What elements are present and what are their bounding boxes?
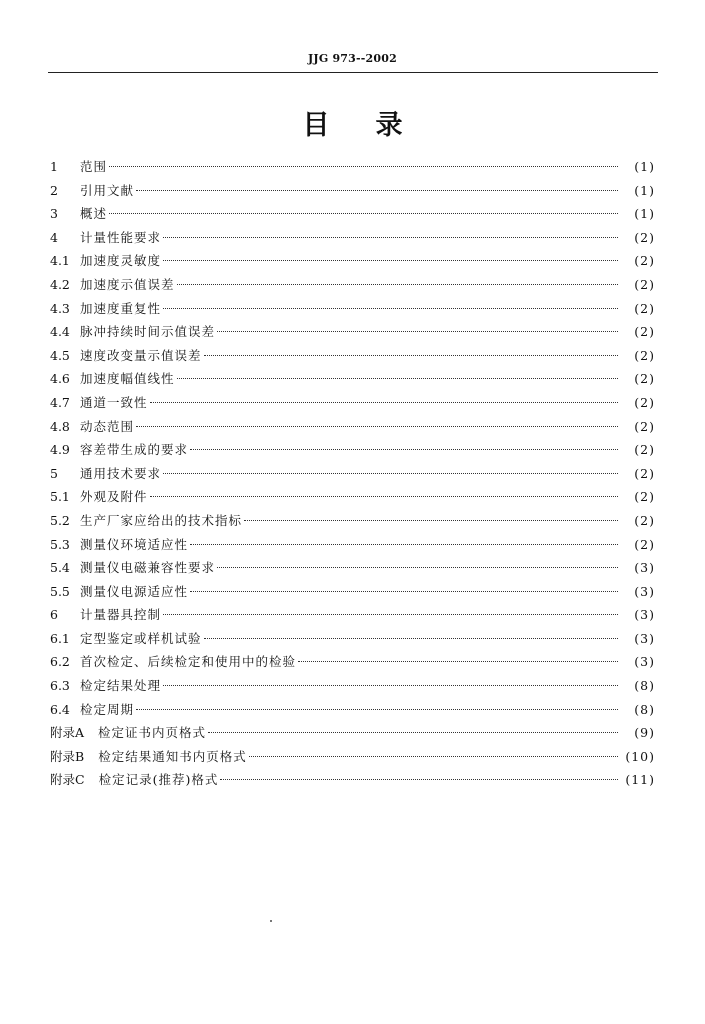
toc-entry-page: (2) bbox=[634, 347, 655, 363]
toc-entry bbox=[50, 249, 655, 273]
toc-entry-title: 测量仪电磁兼容性要求 bbox=[80, 560, 216, 576]
toc-entry-title: 测量仪电源适应性 bbox=[80, 583, 189, 599]
toc-entry-page: (2) bbox=[634, 536, 655, 552]
toc-entry bbox=[50, 627, 655, 651]
toc-entry-number: 4 bbox=[50, 229, 58, 245]
toc-leader-dots bbox=[163, 308, 618, 309]
toc-entry bbox=[50, 344, 655, 368]
toc-entry-number: 6.1 bbox=[50, 630, 70, 646]
toc-entry-page: (3) bbox=[634, 607, 655, 623]
toc-entry-page: (11) bbox=[625, 772, 655, 788]
toc-entry bbox=[50, 202, 655, 226]
toc-entry-number: 6.4 bbox=[50, 701, 70, 717]
toc-entry-number: 5.4 bbox=[50, 560, 70, 576]
toc-entry bbox=[50, 438, 655, 462]
toc-entry-title: 速度改变量示值误差 bbox=[80, 347, 202, 363]
toc-entry-number: 附录A bbox=[50, 725, 85, 741]
toc-entry bbox=[50, 721, 655, 745]
toc-entry-number: 附录B bbox=[50, 748, 85, 764]
toc-leader-dots bbox=[249, 756, 618, 757]
toc-entry-page: (1) bbox=[634, 159, 655, 174]
toc-entry-title: 检定结果通知书内页格式 bbox=[98, 748, 247, 764]
toc-leader-dots bbox=[190, 591, 618, 592]
toc-entry-title: 定型鉴定或样机试验 bbox=[80, 630, 202, 646]
header-standard-code: JJG 973--2002 bbox=[308, 52, 397, 65]
toc-entry-page: (2) bbox=[634, 442, 655, 458]
toc-entry-page: (8) bbox=[634, 678, 655, 694]
toc-entry bbox=[50, 320, 655, 344]
toc-entry-page: (2) bbox=[634, 512, 655, 528]
toc-entry-number: 附录C bbox=[50, 772, 85, 788]
toc-leader-dots bbox=[150, 496, 618, 497]
toc-entry-title: 加速度灵敏度 bbox=[80, 253, 162, 269]
toc-entry-page: (3) bbox=[634, 630, 655, 646]
toc-leader-dots bbox=[298, 661, 618, 662]
toc-entry-title: 检定结果处理 bbox=[80, 678, 162, 694]
toc-entry bbox=[50, 179, 655, 203]
toc-entry-page: (2) bbox=[634, 371, 655, 387]
toc-entry-page: (3) bbox=[634, 654, 655, 670]
toc-leader-dots bbox=[163, 685, 618, 686]
toc-entry-page: (2) bbox=[634, 253, 655, 269]
toc-entry-page: (2) bbox=[634, 394, 655, 410]
toc-leader-dots bbox=[217, 567, 618, 568]
toc-entry-title: 通用技术要求 bbox=[80, 465, 162, 481]
toc-entry bbox=[50, 556, 655, 580]
toc-leader-dots bbox=[109, 213, 618, 214]
toc-entry-title: 加速度重复性 bbox=[80, 300, 162, 316]
toc-entry-title: 容差带生成的要求 bbox=[80, 442, 189, 458]
toc-entry-number: 4.5 bbox=[50, 347, 70, 363]
toc-leader-dots bbox=[177, 378, 618, 379]
toc-entry-title: 范围 bbox=[80, 159, 108, 174]
toc-entry-title: 检定证书内页格式 bbox=[98, 725, 207, 741]
toc-entry-page: (10) bbox=[625, 748, 655, 764]
toc-entry bbox=[50, 698, 655, 722]
toc-entry bbox=[50, 580, 655, 604]
toc-entry-number: 5 bbox=[50, 465, 58, 481]
toc-entry-title: 检定记录(推荐)格式 bbox=[98, 772, 219, 788]
header-rule bbox=[48, 72, 658, 73]
toc-entry-title: 概述 bbox=[80, 206, 108, 222]
toc-entry-title: 生产厂家应给出的技术指标 bbox=[80, 512, 243, 528]
toc-leader-dots bbox=[163, 614, 618, 615]
toc-entry-title: 通道一致性 bbox=[80, 394, 148, 410]
toc-entry-page: (8) bbox=[634, 701, 655, 717]
toc-entry-page: (2) bbox=[634, 324, 655, 340]
toc-entry-title: 脉冲持续时间示值误差 bbox=[80, 324, 216, 340]
toc-entry-number: 4.8 bbox=[50, 418, 70, 434]
toc-entry-page: (2) bbox=[634, 418, 655, 434]
toc-entry-number: 5.2 bbox=[50, 512, 70, 528]
toc-entry-page: (9) bbox=[634, 725, 655, 741]
toc-entry bbox=[50, 745, 655, 769]
toc-leader-dots bbox=[220, 779, 618, 780]
toc-entry-number: 4.3 bbox=[50, 300, 70, 316]
toc-leader-dots bbox=[190, 544, 618, 545]
toc-entry-number: 5.1 bbox=[50, 489, 70, 505]
toc-entry-page: (2) bbox=[634, 300, 655, 316]
toc-leader-dots bbox=[136, 426, 618, 427]
toc-entry bbox=[50, 226, 655, 250]
toc-entry bbox=[50, 273, 655, 297]
page-title: 目录 bbox=[302, 110, 449, 141]
toc-entry-number: 6.2 bbox=[50, 654, 70, 670]
toc-entry bbox=[50, 462, 655, 486]
toc-entry-number: 5.3 bbox=[50, 536, 70, 552]
toc-entry-number: 6 bbox=[50, 607, 58, 623]
toc-entry bbox=[50, 603, 655, 627]
toc-entry-page: (3) bbox=[634, 583, 655, 599]
toc-leader-dots bbox=[163, 473, 618, 474]
toc-leader-dots bbox=[204, 638, 618, 639]
toc-entry-title: 动态范围 bbox=[80, 418, 135, 434]
toc-entry bbox=[50, 391, 655, 415]
toc-entry-page: (2) bbox=[634, 465, 655, 481]
toc-entry bbox=[50, 768, 655, 792]
toc-leader-dots bbox=[136, 190, 618, 191]
toc-entry-page: (2) bbox=[634, 276, 655, 292]
toc-entry-title: 首次检定、后续检定和使用中的检验 bbox=[80, 654, 297, 670]
toc-leader-dots bbox=[208, 732, 618, 733]
toc-entry-number: 4.1 bbox=[50, 253, 70, 269]
toc-entry-title: 计量性能要求 bbox=[80, 229, 162, 245]
scan-speck bbox=[270, 920, 272, 922]
toc-leader-dots bbox=[190, 449, 618, 450]
toc-entry-page: (2) bbox=[634, 229, 655, 245]
toc-leader-dots bbox=[177, 284, 618, 285]
toc-entry bbox=[50, 415, 655, 439]
toc-entry bbox=[50, 297, 655, 321]
toc-leader-dots bbox=[163, 237, 618, 238]
toc-entry-page: (3) bbox=[634, 560, 655, 576]
toc-leader-dots bbox=[163, 260, 618, 261]
toc-leader-dots bbox=[244, 520, 618, 521]
toc-entry bbox=[50, 650, 655, 674]
toc-entry-number: 2 bbox=[50, 182, 58, 198]
toc-entry-number: 5.5 bbox=[50, 583, 70, 599]
toc-entry-title: 加速度示值误差 bbox=[80, 276, 175, 292]
toc-entry bbox=[50, 485, 655, 509]
toc-entry bbox=[50, 674, 655, 698]
toc-entry bbox=[50, 509, 655, 533]
toc-entry-title: 外观及附件 bbox=[80, 489, 148, 505]
toc-entry-number: 4.2 bbox=[50, 276, 70, 292]
toc-entry bbox=[50, 155, 655, 179]
toc-entry-number: 3 bbox=[50, 206, 58, 222]
toc-entry-title: 加速度幅值线性 bbox=[80, 371, 175, 387]
toc-entry-title: 检定周期 bbox=[80, 701, 135, 717]
toc-entry-page: (1) bbox=[634, 206, 655, 222]
toc-entry-number: 6.3 bbox=[50, 678, 70, 694]
toc-leader-dots bbox=[217, 331, 618, 332]
toc-entry-title: 引用文献 bbox=[80, 182, 135, 198]
toc-entry bbox=[50, 367, 655, 391]
toc-entry-number: 1 bbox=[50, 159, 58, 174]
toc-entry-page: (1) bbox=[634, 182, 655, 198]
toc-leader-dots bbox=[204, 355, 618, 356]
toc-entry-number: 4.7 bbox=[50, 394, 70, 410]
toc-leader-dots bbox=[136, 709, 618, 710]
toc-entry-number: 4.6 bbox=[50, 371, 70, 387]
toc-entry-number: 4.9 bbox=[50, 442, 70, 458]
toc-entry-page: (2) bbox=[634, 489, 655, 505]
toc-entry bbox=[50, 533, 655, 557]
toc-leader-dots bbox=[109, 166, 618, 167]
toc-entry-title: 计量器具控制 bbox=[80, 607, 162, 623]
toc-entry-number: 4.4 bbox=[50, 324, 70, 340]
toc-leader-dots bbox=[150, 402, 618, 403]
table-of-contents bbox=[50, 155, 655, 792]
toc-entry-title: 测量仪环境适应性 bbox=[80, 536, 189, 552]
